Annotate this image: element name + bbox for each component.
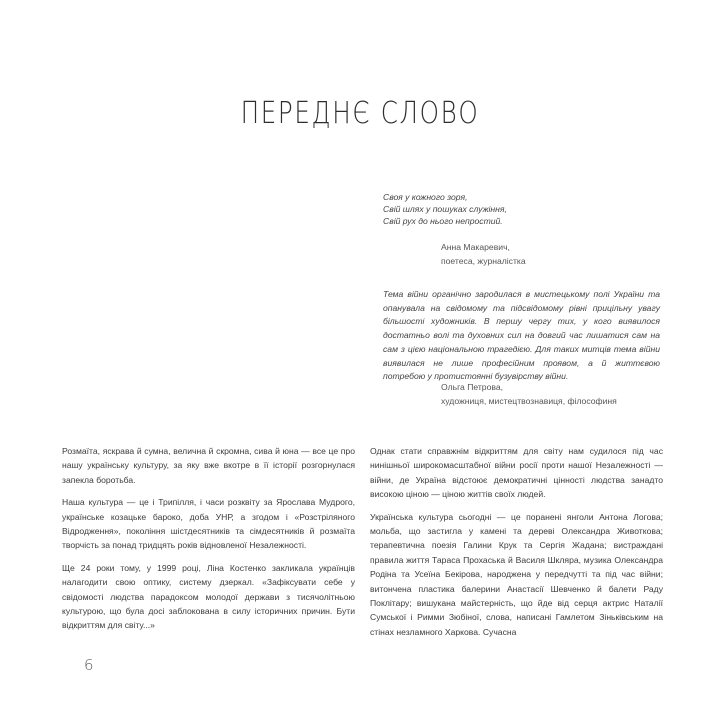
text-column-left [62,444,355,641]
epigraph-attribution [441,240,526,268]
epigraph-poem [383,191,583,227]
epigraph-quote: Тема війни органічно зародилася в мистецькому полі України та опанувала на свідомому та підсвідомому рівні прицільну увагу більшості художників. В першу чергу тих, у кого виявилося достатньо волі та духовних сил на довгий час лишатися сам на сам з цією національною трагедією. Для таких митців тема війни виявилася не лише професійним проявом, а й життєвою потребою у протистоянні бузувірству війни. [383,289,660,382]
page-number: 6 [84,656,94,674]
epigraph-author-role: художниця, мистецтвознавиця, філософиня [441,396,617,406]
page-title: ПЕРЕДНЄ СЛОВО [240,96,480,131]
epigraph-author: Анна Макаревич, [441,242,510,252]
epigraph-author-role: поетеса, журналістка [441,256,526,266]
epigraph-line: Свій рух до нього непростий. [383,216,503,226]
paragraph: Однак стати справжнім відкриттям для світу нам судилося під час нинішньої широкомасштабної війни росії проти нашої Незалежності — війни, де Україна відстоює демократичні цінності людства занадто високою ціною — ціною життів своїх людей. [370,446,663,500]
paragraph: Розмаїта, яскрава й сумна, велична й скромна, сива й юна — все це про нашу українську культуру, за яку вже вкотре в її історії розгорнулася запекла боротьба. [62,446,355,485]
epigraph-line: Своя у кожного зоря, [383,192,468,202]
epigraph-author: Ольга Петрова, [441,382,503,392]
text-column-right [370,444,663,647]
paragraph: Українська культура сьогодні — це поранені янголи Антона Логова; мольба, що застигла у камені та дереві Олександра Животкова; терапевтична поезія Галини Крук та Сергія Жадана; вистраждані правила життя Тараса Прохаська й Василя Шкляра, музика Олександра Родіна та Усеїна Бекірова, народжена у передчутті та під час війни; витончена пластика балерини Анастасії Шевченко й балети Раду Поклітару; вишукана майстерність, що йде від серця актрис Наталії Сумської і Римми Зюбіної, слова, написані Гамлетом Зіньківським на стінах незламного Харкова. Сучасна [370,511,663,637]
epigraph-line: Свій шлях у пошуках служіння, [383,204,507,214]
paragraph: Наша культура — це і Трипілля, і часи розквіту за Ярослава Мудрого, українське козацьке бароко, доба УНР, а згодом і «Розстріляного Відродження», покоління шістдесятників та сімдесятників й розмаїта творчість за понад тридцять років відновленої Незалежності. [62,497,355,551]
paragraph: Ще 24 роки тому, у 1999 році, Ліна Костенко закликала українців налагодити свою оптику, систему дзеркал. «Зафіксувати себе у свідомості людства парадоксом молодої держави з тисячолітньою культурою, що була досі заблокована в силу історичних причин. Бути відкриттям для світу...» [62,562,355,631]
epigraph-attribution [441,380,617,408]
